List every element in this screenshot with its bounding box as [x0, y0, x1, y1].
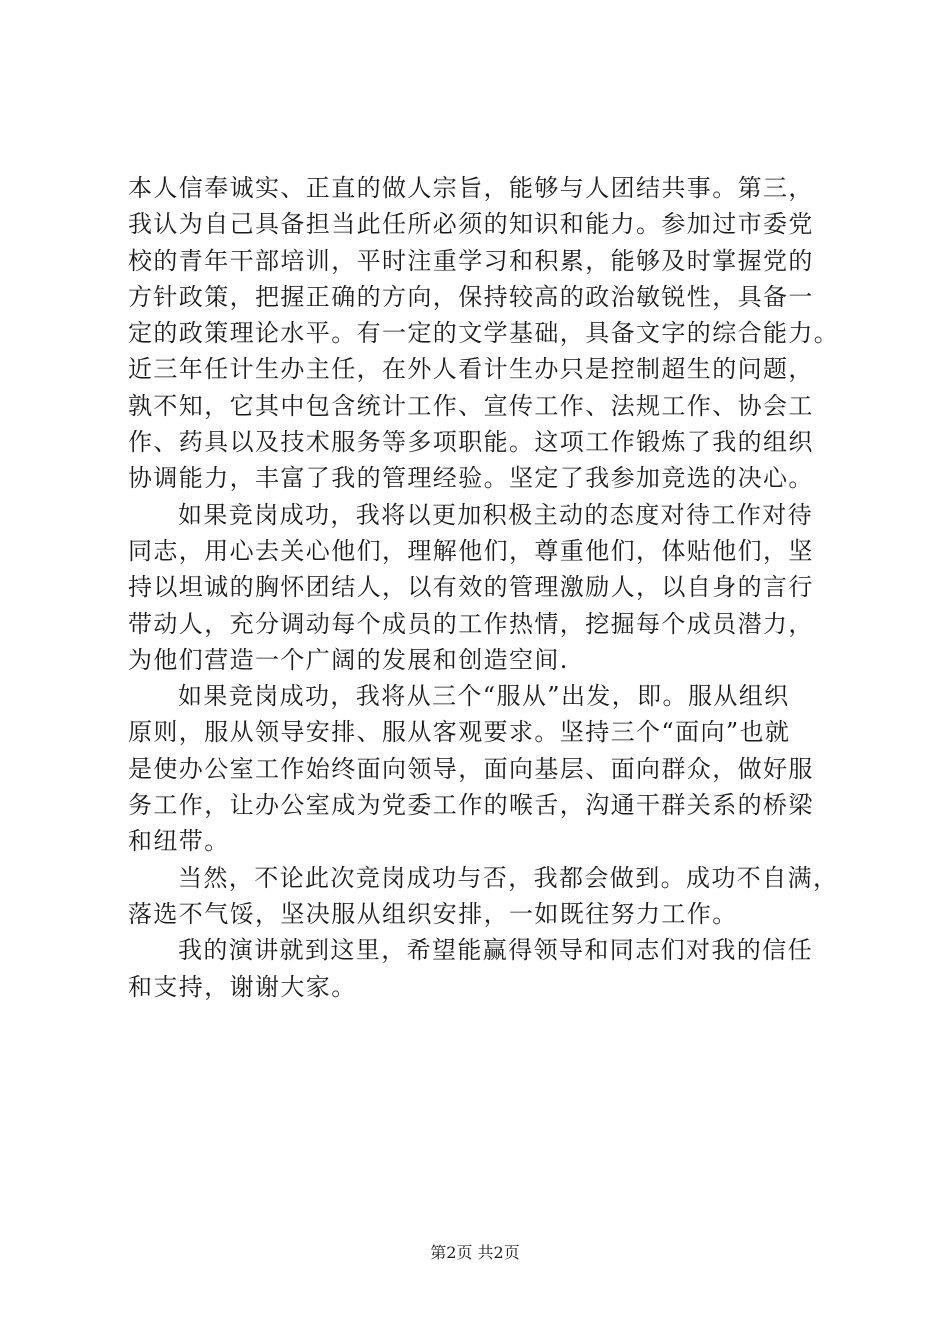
text-line: 校的青年干部培训，平时注重学习和积累，能够及时掌握党的	[128, 246, 814, 275]
text-line: 近三年任计生办主任，在外人看计生办只是控制超生的问题，	[128, 355, 814, 384]
text-line: 落选不气馁，坚决服从组织安排，一如既往努力工作。	[128, 899, 738, 928]
text-line: 原则，服从领导安排、服从客观要求。坚持三个“面向”也就	[128, 718, 791, 747]
paragraph-first-line: 如果竞岗成功，我将从三个“服从”出发，即。服从组织	[178, 682, 790, 711]
text-line: 是使办公室工作始终面向领导，面向基层、面向群众，做好服	[128, 754, 814, 783]
paragraph-first-line: 如果竞岗成功，我将以更加积极主动的态度对待工作对待	[178, 500, 813, 529]
text-line: 务工作，让办公室成为党委工作的喉舌，沟通干群关系的桥梁	[128, 791, 814, 820]
page-footer: 第2页 共2页	[430, 1243, 520, 1262]
text-line: 本人信奉诚实、正直的做人宗旨，能够与人团结共事。第三，	[128, 174, 814, 202]
text-line: 方针政策，把握正确的方向，保持较高的政治敏锐性，具备一	[128, 282, 814, 311]
text-line: 和纽带。	[128, 827, 230, 856]
text-line: 和支持，谢谢大家。	[128, 972, 357, 1001]
text-line: 持以坦诚的胸怀团结人，以有效的管理激励人，以自身的言行	[128, 573, 814, 602]
text-line: 定的政策理论水平。有一定的文学基础，具备文字的综合能力。	[128, 319, 840, 348]
text-line: 协调能力，丰富了我的管理经验。坚定了我参加竞选的决心。	[128, 464, 814, 493]
document-body	[128, 170, 858, 1005]
text-line: 带动人，充分调动每个成员的工作热情，挖掘每个成员潜力，	[128, 609, 814, 638]
text-line: 作、药具以及技术服务等多项职能。这项工作锻炼了我的组织	[128, 428, 814, 457]
text-line: 同志，用心去关心他们，理解他们，尊重他们，体贴他们，坚	[128, 536, 814, 565]
text-line: 我认为自己具备担当此任所必须的知识和能力。参加过市委党	[128, 210, 814, 239]
paragraph-first-line: 我的演讲就到这里，希望能赢得领导和同志们对我的信任	[178, 936, 813, 965]
paragraph-first-line: 当然，不论此次竞岗成功与否，我都会做到。成功不自满，	[178, 863, 839, 892]
text-line: 孰不知，它其中包含统计工作、宣传工作、法规工作、协会工	[128, 391, 814, 420]
text-line: 为他们营造一个广阔的发展和创造空间.	[128, 645, 569, 674]
